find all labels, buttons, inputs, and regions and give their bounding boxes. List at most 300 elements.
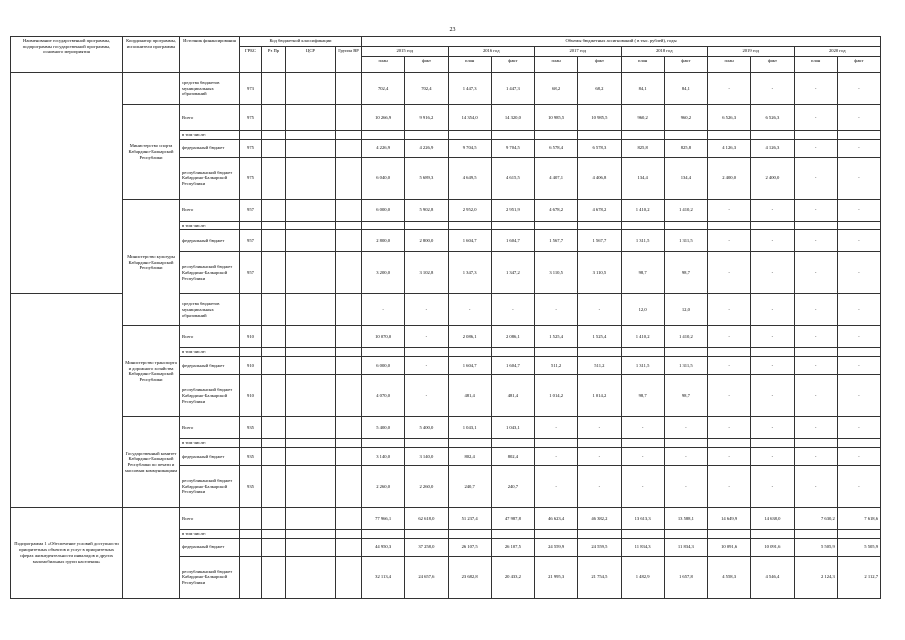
plan-value-cell: - [708,375,751,417]
plan-value-cell: 24 559,9 [535,538,578,556]
fact-value-cell: 1 014,2 [578,375,621,417]
fact-value-cell: 1 657,8 [664,556,707,598]
plan-value-cell: - [794,417,837,439]
csr-cell [286,221,336,230]
vr-cell [336,139,362,157]
funding-source-cell: республиканский бюджет Кабардино-Балкарской Республики [180,375,240,417]
vr-cell [336,556,362,598]
plan-value-cell: 1 604,7 [448,357,491,375]
plan-value-cell: 6 526,3 [708,105,751,131]
plan-value-cell: - [708,357,751,375]
plan-value-cell: 1 447,3 [448,73,491,105]
fact-value-cell: - [837,199,880,221]
plan-value-cell: - [535,447,578,465]
csr-cell [286,375,336,417]
plan-value-cell: - [621,465,664,507]
fact-value-cell [578,529,621,538]
fact-value-cell: - [578,465,621,507]
vr-cell [336,417,362,439]
coordinator-cell: Министерство культуры Кабардино-Балкарской Республики [123,199,180,326]
fact-value-cell: 20 433,2 [491,556,534,598]
plan-value-cell: 1 410,2 [621,326,664,348]
funding-source-cell: Всего [180,105,240,131]
plan-value-cell [362,131,405,140]
rzpr-cell [262,447,286,465]
fact-value-cell [837,439,880,448]
funding-source-cell: республиканский бюджет Кабардино-Балкарской Республики [180,157,240,199]
plan-value-cell: 10 985,5 [535,105,578,131]
plan-value-cell: - [708,447,751,465]
plan-value-cell: 4 407,1 [535,157,578,199]
plan-value-cell: 3 200,0 [362,252,405,294]
plan-value-cell [535,348,578,357]
fact-value-cell [491,131,534,140]
fact-value-cell: 24 657,6 [405,556,448,598]
fact-value-cell: 21 754,5 [578,556,621,598]
fact-value-cell: 702,4 [405,73,448,105]
plan-value-cell: 51 237,4 [448,507,491,529]
rzpr-cell [262,252,286,294]
grbs-cell: 957 [240,199,262,221]
fact-value-cell: 1 311,5 [664,357,707,375]
fact-value-cell: - [837,230,880,252]
fact-value-cell: - [837,465,880,507]
fact-value-cell: 1 447,3 [491,73,534,105]
fact-value-cell: 1 347,2 [491,252,534,294]
fact-value-cell: - [578,417,621,439]
plan-value-cell: - [708,230,751,252]
fact-value-cell: 2 400,0 [751,157,794,199]
plan-value-cell: - [708,199,751,221]
plan-value-cell: - [621,417,664,439]
fact-value-cell: 9 916,2 [405,105,448,131]
grbs-cell: 910 [240,357,262,375]
plan-value-cell: 13 613,3 [621,507,664,529]
rzpr-cell [262,73,286,105]
fact-value-cell: 6 578,3 [578,139,621,157]
fact-value-cell: 4 615,5 [491,157,534,199]
plan-value-cell [794,439,837,448]
plan-value-cell: 12,0 [621,294,664,326]
fact-value-cell [578,348,621,357]
fact-value-cell: - [751,199,794,221]
fact-value-cell [751,131,794,140]
header-code-group: Код бюджетной классификации [240,37,362,47]
fact-value-cell: 68,2 [578,73,621,105]
csr-cell [286,439,336,448]
grbs-cell [240,294,262,326]
fact-value-cell: - [751,447,794,465]
grbs-cell: 973 [240,73,262,105]
table-row [11,507,881,529]
grbs-cell [240,538,262,556]
csr-cell [286,294,336,326]
plan-value-cell: 11 834,3 [621,538,664,556]
coordinator-cell: Государственный комитет Кабардино-Балкарской Республики по печати и массовым коммуникациям [123,417,180,508]
plan-value-cell [535,439,578,448]
plan-value-cell: 481,4 [448,375,491,417]
grbs-cell: 935 [240,447,262,465]
header-fact: факт [664,57,707,73]
plan-value-cell: - [794,157,837,199]
fact-value-cell: - [837,105,880,131]
grbs-cell [240,507,262,529]
funding-source-cell: в том числе: [180,131,240,140]
fact-value-cell [491,439,534,448]
plan-value-cell [448,348,491,357]
fact-value-cell: - [664,417,707,439]
fact-value-cell: 1 043,1 [491,417,534,439]
fact-value-cell: 134,4 [664,157,707,199]
fact-value-cell [578,131,621,140]
plan-value-cell: 2 124,3 [794,556,837,598]
vr-cell [336,294,362,326]
csr-cell [286,73,336,105]
header-plan: план [794,57,837,73]
csr-cell [286,556,336,598]
grbs-cell: 975 [240,105,262,131]
header-plan: план [535,57,578,73]
fact-value-cell: 4 126,3 [751,139,794,157]
fact-value-cell: 14 320,0 [491,105,534,131]
header-fact: факт [578,57,621,73]
fact-value-cell: 511,2 [578,357,621,375]
plan-value-cell: 10 266,9 [362,105,405,131]
table-row [11,326,881,348]
fact-value-cell: 7 618,6 [837,507,880,529]
fact-value-cell: 5 400,0 [405,417,448,439]
header-name: Наименование государственной программы, подпрограммы государственной программы, основного мероприятия [11,37,123,73]
vr-cell [336,375,362,417]
plan-value-cell: 77 966,1 [362,507,405,529]
plan-value-cell: 4 070,0 [362,375,405,417]
plan-value-cell: - [621,447,664,465]
plan-value-cell: - [535,417,578,439]
plan-value-cell: 21 995,3 [535,556,578,598]
plan-value-cell [794,348,837,357]
header-source: Источник финансирования [180,37,240,73]
plan-value-cell: 1 347,3 [448,252,491,294]
fact-value-cell: 802,4 [491,447,534,465]
fact-value-cell: 6 526,3 [751,105,794,131]
budget-allocations-table [10,36,881,599]
plan-value-cell [708,439,751,448]
grbs-cell [240,131,262,140]
rzpr-cell [262,199,286,221]
plan-value-cell [794,221,837,230]
csr-cell [286,507,336,529]
funding-source-cell: в том числе: [180,529,240,538]
plan-value-cell [621,529,664,538]
fact-value-cell: - [837,73,880,105]
fact-value-cell: 1 410,2 [664,326,707,348]
vr-cell [336,507,362,529]
fact-value-cell: 11 834,3 [664,538,707,556]
plan-value-cell: 6 000,0 [362,357,405,375]
fact-value-cell: - [837,417,880,439]
funding-source-cell: в том числе: [180,221,240,230]
vr-cell [336,357,362,375]
fact-value-cell: 240,7 [491,465,534,507]
fact-value-cell [664,131,707,140]
grbs-cell [240,348,262,357]
table-row [11,73,881,105]
rzpr-cell [262,139,286,157]
plan-value-cell: 4 678,2 [535,199,578,221]
plan-value-cell: 9 704,5 [448,139,491,157]
header-fact: факт [837,57,880,73]
fact-value-cell: 12,0 [664,294,707,326]
csr-cell [286,157,336,199]
vr-cell [336,73,362,105]
fact-value-cell: 3 140,0 [405,447,448,465]
csr-cell [286,105,336,131]
funding-source-cell: Всего [180,507,240,529]
fact-value-cell: - [837,357,880,375]
plan-value-cell: - [794,294,837,326]
fact-value-cell: 2 112,7 [837,556,880,598]
fact-value-cell: 825,8 [664,139,707,157]
program-name-cell [11,294,123,507]
fact-value-cell: 1 410,2 [664,199,707,221]
plan-value-cell: - [708,465,751,507]
funding-source-cell: средства бюджетов муниципальных образований [180,73,240,105]
plan-value-cell [621,221,664,230]
fact-value-cell: 98,7 [664,252,707,294]
fact-value-cell: 3 102,8 [405,252,448,294]
plan-value-cell: 10 091,6 [708,538,751,556]
rzpr-cell [262,131,286,140]
csr-cell [286,357,336,375]
rzpr-cell [262,157,286,199]
grbs-cell: 957 [240,252,262,294]
csr-cell [286,252,336,294]
plan-value-cell: 14 354,0 [448,105,491,131]
plan-value-cell: 46 623,4 [535,507,578,529]
fact-value-cell [405,131,448,140]
plan-value-cell: 702,4 [362,73,405,105]
plan-value-cell: - [535,294,578,326]
fact-value-cell: 1 311,5 [664,230,707,252]
fact-value-cell [405,348,448,357]
fact-value-cell: - [837,252,880,294]
plan-value-cell [448,221,491,230]
plan-value-cell [362,348,405,357]
plan-value-cell: 1 311,5 [621,230,664,252]
fact-value-cell: - [405,294,448,326]
fact-value-cell: - [837,157,880,199]
vr-cell [336,465,362,507]
coordinator-cell [123,507,180,598]
program-name-cell: Подпрограмма 1 «Обеспечение условий доступности приоритетных объектов и услуг в приоритетных сферах жизнедеятельности инвалидов и других маломобильных групп населения» [11,507,123,598]
header-plan: план [621,57,664,73]
plan-value-cell: 2 086,1 [448,326,491,348]
fact-value-cell: 13 588,1 [664,507,707,529]
fact-value-cell: - [405,375,448,417]
plan-value-cell: 1 410,2 [621,199,664,221]
plan-value-cell [362,529,405,538]
fact-value-cell [751,439,794,448]
plan-value-cell: 23 682,8 [448,556,491,598]
csr-cell [286,326,336,348]
rzpr-cell [262,348,286,357]
fact-value-cell: - [837,447,880,465]
plan-value-cell: 1 311,5 [621,357,664,375]
vr-cell [336,447,362,465]
plan-value-cell: 2 260,0 [362,465,405,507]
fact-value-cell: - [837,294,880,326]
fact-value-cell [837,348,880,357]
funding-source-cell: средства бюджетов муниципальных образований [180,294,240,326]
fact-value-cell [837,529,880,538]
fact-value-cell: - [837,375,880,417]
plan-value-cell: - [708,73,751,105]
plan-value-cell: 3 110,5 [535,252,578,294]
fact-value-cell: 10 985,5 [578,105,621,131]
fact-value-cell: - [664,465,707,507]
fact-value-cell: 47 987,8 [491,507,534,529]
plan-value-cell: 44 950,3 [362,538,405,556]
header-volume: Объемы бюджетных ассигнований ( в тыс. рублей), годы [362,37,881,47]
vr-cell [336,157,362,199]
fact-value-cell: 4 226,9 [405,139,448,157]
header-plan: план [448,57,491,73]
funding-source-cell: республиканский бюджет Кабардино-Балкарской Республики [180,465,240,507]
vr-cell [336,529,362,538]
plan-value-cell: 4 126,3 [708,139,751,157]
funding-source-cell: республиканский бюджет Кабардино-Балкарской Республики [180,252,240,294]
plan-value-cell: 960,2 [621,105,664,131]
header-vr: Группа ВР [336,47,362,73]
plan-value-cell: 1 014,2 [535,375,578,417]
grbs-cell: 910 [240,375,262,417]
plan-value-cell: - [794,199,837,221]
plan-value-cell: 240,7 [448,465,491,507]
rzpr-cell [262,230,286,252]
header-year: 2016 год [448,47,535,57]
csr-cell [286,230,336,252]
plan-value-cell [621,348,664,357]
plan-value-cell [794,131,837,140]
plan-value-cell [448,529,491,538]
plan-value-cell: - [794,357,837,375]
fact-value-cell: 46 382,2 [578,507,621,529]
fact-value-cell: 2 951,9 [491,199,534,221]
rzpr-cell [262,326,286,348]
plan-value-cell: 26 107,5 [448,538,491,556]
fact-value-cell [751,348,794,357]
plan-value-cell: 4 649,5 [448,157,491,199]
plan-value-cell: 511,2 [535,357,578,375]
plan-value-cell: 4 226,9 [362,139,405,157]
fact-value-cell: 4 678,2 [578,199,621,221]
grbs-cell [240,529,262,538]
csr-cell [286,131,336,140]
funding-source-cell: федеральный бюджет [180,538,240,556]
fact-value-cell [751,529,794,538]
funding-source-cell: в том числе: [180,439,240,448]
vr-cell [336,326,362,348]
fact-value-cell: 5 689,3 [405,157,448,199]
fact-value-cell: - [751,326,794,348]
plan-value-cell: - [794,447,837,465]
plan-value-cell: 1 482,9 [621,556,664,598]
plan-value-cell [535,131,578,140]
fact-value-cell: - [837,326,880,348]
grbs-cell: 975 [240,139,262,157]
grbs-cell: 957 [240,230,262,252]
plan-value-cell: 134,4 [621,157,664,199]
coordinator-cell: Министерство спорта Кабардино-Балкарской Республики [123,105,180,200]
plan-value-cell: - [794,230,837,252]
plan-value-cell: 802,4 [448,447,491,465]
fact-value-cell: - [491,294,534,326]
fact-value-cell [664,529,707,538]
fact-value-cell: - [751,375,794,417]
plan-value-cell: 32 113,4 [362,556,405,598]
header-coordinator: Координатор программы, исполнители программы [123,37,180,73]
rzpr-cell [262,105,286,131]
fact-value-cell: - [751,465,794,507]
plan-value-cell: - [708,326,751,348]
vr-cell [336,105,362,131]
rzpr-cell [262,294,286,326]
funding-source-cell: республиканский бюджет Кабардино-Балкарской Республики [180,556,240,598]
vr-cell [336,439,362,448]
plan-value-cell: 14 649,9 [708,507,751,529]
plan-value-cell: 6 000,0 [362,199,405,221]
fact-value-cell: - [751,357,794,375]
plan-value-cell: 2 800,0 [362,230,405,252]
header-year: 2019 год [708,47,795,57]
plan-value-cell: 6 040,0 [362,157,405,199]
fact-value-cell: 2 260,0 [405,465,448,507]
plan-value-cell: 5 505,9 [794,538,837,556]
fact-value-cell [491,221,534,230]
funding-source-cell: Всего [180,417,240,439]
plan-value-cell: - [708,294,751,326]
coordinator-cell [123,73,180,105]
plan-value-cell: - [794,465,837,507]
funding-source-cell: федеральный бюджет [180,447,240,465]
plan-value-cell: 5 400,0 [362,417,405,439]
plan-value-cell: 4 558,3 [708,556,751,598]
plan-value-cell: - [708,252,751,294]
rzpr-cell [262,538,286,556]
plan-value-cell: 6 578,4 [535,139,578,157]
rzpr-cell [262,357,286,375]
grbs-cell: 935 [240,465,262,507]
program-name-cell [11,73,123,294]
fact-value-cell [405,439,448,448]
plan-value-cell: 1 525,4 [535,326,578,348]
fact-value-cell: 98,7 [664,375,707,417]
rzpr-cell [262,439,286,448]
plan-value-cell: - [708,417,751,439]
plan-value-cell: 98,7 [621,375,664,417]
funding-source-cell: федеральный бюджет [180,230,240,252]
plan-value-cell: 2 952,0 [448,199,491,221]
plan-value-cell [535,221,578,230]
header-rzpr: Рз Пр [262,47,286,73]
plan-value-cell: - [362,294,405,326]
table-body [11,73,881,599]
fact-value-cell: 960,2 [664,105,707,131]
header-fact: факт [491,57,534,73]
plan-value-cell [708,131,751,140]
fact-value-cell: 4 546,4 [751,556,794,598]
header-year: 2020 год [794,47,881,57]
